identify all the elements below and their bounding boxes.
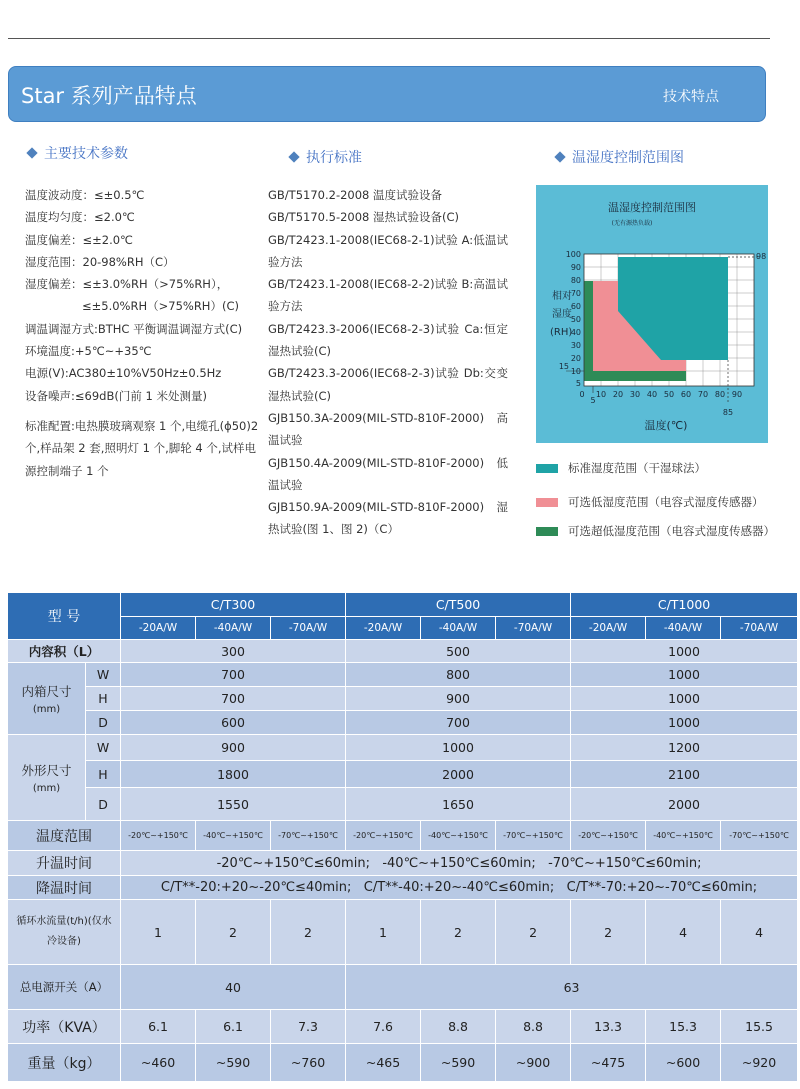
x-tick: 90 [731,390,743,399]
param-item: 温度波动度：≤±0.5℃ [25,188,145,202]
variant: -40A/W [196,617,271,640]
y-tick: 80 [570,276,581,285]
xlabel: 温度(℃) [644,419,688,432]
y-tick: 60 [570,302,581,311]
y-tick: 20 [570,354,581,363]
water-flow-label: 循环水流量(t/h)(仅水冷设备) [8,900,121,965]
x-tick: 80 [714,390,726,399]
ylabel-line: (RH) [550,327,573,338]
params-list [25,184,265,482]
param-item: 标准配置:电热膜玻璃观察 1 个,电缆孔(ϕ50)2 个,样品架 2 套,照明灯 1 个,脚轮 4 个,试样电源控制端子 1 个 [25,418,259,478]
x-tick: 20 [612,390,624,399]
param-item: 电源(V):AC380±10%V50Hz±0.5Hz [25,366,222,381]
standard-item: GJB150.4A-2009(MIL-STD-810F-2000) 低温试验 [268,455,508,492]
variant: -40A/W [646,617,721,640]
ylabel-line: 湿度 [552,309,572,320]
marker-85-label: 85 [722,408,734,417]
variant: -70A/W [721,617,798,640]
standards-list [268,184,508,541]
cooling-time-label: 降温时间 [8,876,121,900]
section-params-heading: 主要技术参数 [28,143,128,163]
table-row: 重量（kg） ~460 ~590 ~760 ~465 ~590 ~900 ~475 ~600 ~920 [8,1044,798,1082]
variant: -70A/W [496,617,571,640]
marker-98-label: 98 [756,252,767,261]
table-row: 外形尺寸 (mm) W 900 1000 1200 [8,735,798,761]
param-item: 环境温度:+5℃~+35℃ [25,344,152,359]
table-variant-row [8,617,798,640]
table-row: 总电源开关（A） 40 63 [8,965,798,1010]
x-tick: 5 [590,396,596,405]
y-tick: 10 [570,367,581,376]
inner-dim-label: 内箱尺寸 (mm) [8,663,86,735]
heating-time-label: 升温时间 [8,851,121,876]
chart-svg [536,185,768,443]
table-header-row [8,593,798,617]
volume-label: 内容积（L） [8,640,121,663]
table-row [8,851,798,876]
x-tick: 70 [697,390,709,399]
section-standards-heading: 执行标准 [290,147,362,167]
legend-low: 可选低湿度范围（电容式湿度传感器） [536,494,764,510]
y-tick: 30 [570,341,581,350]
power-label: 功率（KVA） [8,1010,121,1044]
param-item: ≤±5.0%RH（>75%RH）(C) [82,299,239,314]
param-item: 温度偏差：≤±2.0℃ [25,232,133,247]
param-item: 湿度偏差：≤±3.0%RH（>75%RH）， [25,277,229,292]
banner-subtitle: 技术特点 [663,89,719,105]
standard-item: GJB150.3A-2009(MIL-STD-810F-2000) 高温试验 [268,410,508,448]
param-item: 温度均匀度：≤2.0℃ [25,210,135,225]
legend-swatch-icon [536,498,558,507]
x-tick: 40 [646,390,658,399]
table-row: 循环水流量(t/h)(仅水冷设备) 1 2 2 1 2 2 2 4 4 [8,900,798,965]
weight-label: 重量（kg） [8,1044,121,1082]
diamond-bullet-icon [26,147,37,158]
variant: -40A/W [421,617,496,640]
diamond-bullet-icon [288,151,299,162]
title-banner [8,66,766,122]
section-chart-heading: 温湿度控制范围图 [556,147,684,167]
legend-swatch-icon [536,527,558,536]
y-tick: 40 [570,328,581,337]
spec-table [7,592,798,1082]
temp-range-label: 温度范围 [8,821,121,851]
diamond-bullet-icon [554,151,565,162]
heating-time-value: -20℃~+150℃≤60min; -40℃~+150℃≤60min; -70℃~+150℃≤60min; [121,851,798,876]
main-switch-label: 总电源开关（A） [8,965,121,1010]
standard-item: GB/T5170.5-2008 湿热试验设备(C) [268,210,460,225]
x-tick-labels [579,390,742,405]
table-row: D 1550 1650 2000 [8,788,798,821]
legend-ultra-low: 可选超低湿度范围（电容式湿度传感器） [536,523,775,539]
temp-humidity-chart [536,185,768,443]
model-name: C/T300 [121,593,346,617]
y-tick: 50 [570,315,581,324]
variant: -20A/W [121,617,196,640]
y-tick: 90 [570,263,581,272]
model-name: C/T500 [346,593,571,617]
outer-dim-label: 外形尺寸 (mm) [8,735,86,821]
y-tick: 5 [575,379,581,388]
variant: -20A/W [346,617,421,640]
chart-subtitle: (无有源热负载) [611,220,653,227]
banner-title: Star 系列产品特点 [21,84,197,108]
table-row: H 700 900 1000 [8,687,798,711]
table-row: H 1800 2000 2100 [8,761,798,788]
x-tick: 50 [663,390,675,399]
table-row: 温度范围 -20℃~+150℃ -40℃~+150℃ -70℃~+150℃ -20℃~+150℃ -40℃~+150℃ -70℃~+150℃ -20℃~+150℃ -40℃~+150℃ -70℃~+150℃ [8,821,798,851]
variant: -20A/W [571,617,646,640]
param-item: 调温调湿方式:BTHC 平衡调温调湿方式(C) [25,321,243,336]
x-tick: 30 [629,390,641,399]
param-item: 湿度范围：20-98%RH（C） [25,254,175,269]
standard-item: GB/T5170.2-2008 温度试验设备 [268,188,443,202]
y-tick: 70 [570,289,581,298]
x-tick: 60 [680,390,692,399]
legend-standard: 标准湿度范围（干湿球法） [536,460,706,476]
model-name: C/T1000 [571,593,798,617]
standard-item: GB/T2423.1-2008(IEC68-2-2)试验 B:高温试验方法 [268,277,508,314]
model-label: 型 号 [8,593,121,640]
cooling-time-value: C/T**-20:+20~-20℃≤40min; C/T**-40:+20~-40℃≤60min; C/T**-70:+20~-70℃≤60min; [121,876,798,900]
chart-title: 温湿度控制范围图 [608,201,696,214]
standard-item: GB/T2423.3-2006(IEC68-2-3)试验 Db:交变湿热试验(C) [268,366,508,403]
table-row: 内箱尺寸 (mm) W 700 800 1000 [8,663,798,687]
table-row: 功率（KVA） 6.1 6.1 7.3 7.6 8.8 8.8 13.3 15.3 15.5 [8,1010,798,1044]
standard-item: GJB150.9A-2009(MIL-STD-810F-2000) 湿热试验(图 1、图 2)（C） [268,500,508,537]
ylabel-line: 相对 [552,291,572,302]
y-tick: 15 [558,362,569,371]
variant: -70A/W [271,617,346,640]
y-tick: 100 [565,250,581,259]
legend-swatch-icon [536,464,558,473]
x-tick: 10 [595,390,607,399]
top-rule [8,38,770,39]
table-row: D 600 700 1000 [8,711,798,735]
x-tick: 0 [579,390,585,399]
table-row [8,876,798,900]
standard-item: GB/T2423.1-2008(IEC68-2-1)试验 A:低温试验方法 [268,232,508,269]
standard-item: GB/T2423.3-2006(IEC68-2-3)试验 Ca:恒定湿热试验(C) [268,321,508,359]
table-row: 内容积（L） 300 500 1000 [8,640,798,663]
param-item: 设备噪声:≤69dB(门前 1 米处测量) [25,388,207,403]
